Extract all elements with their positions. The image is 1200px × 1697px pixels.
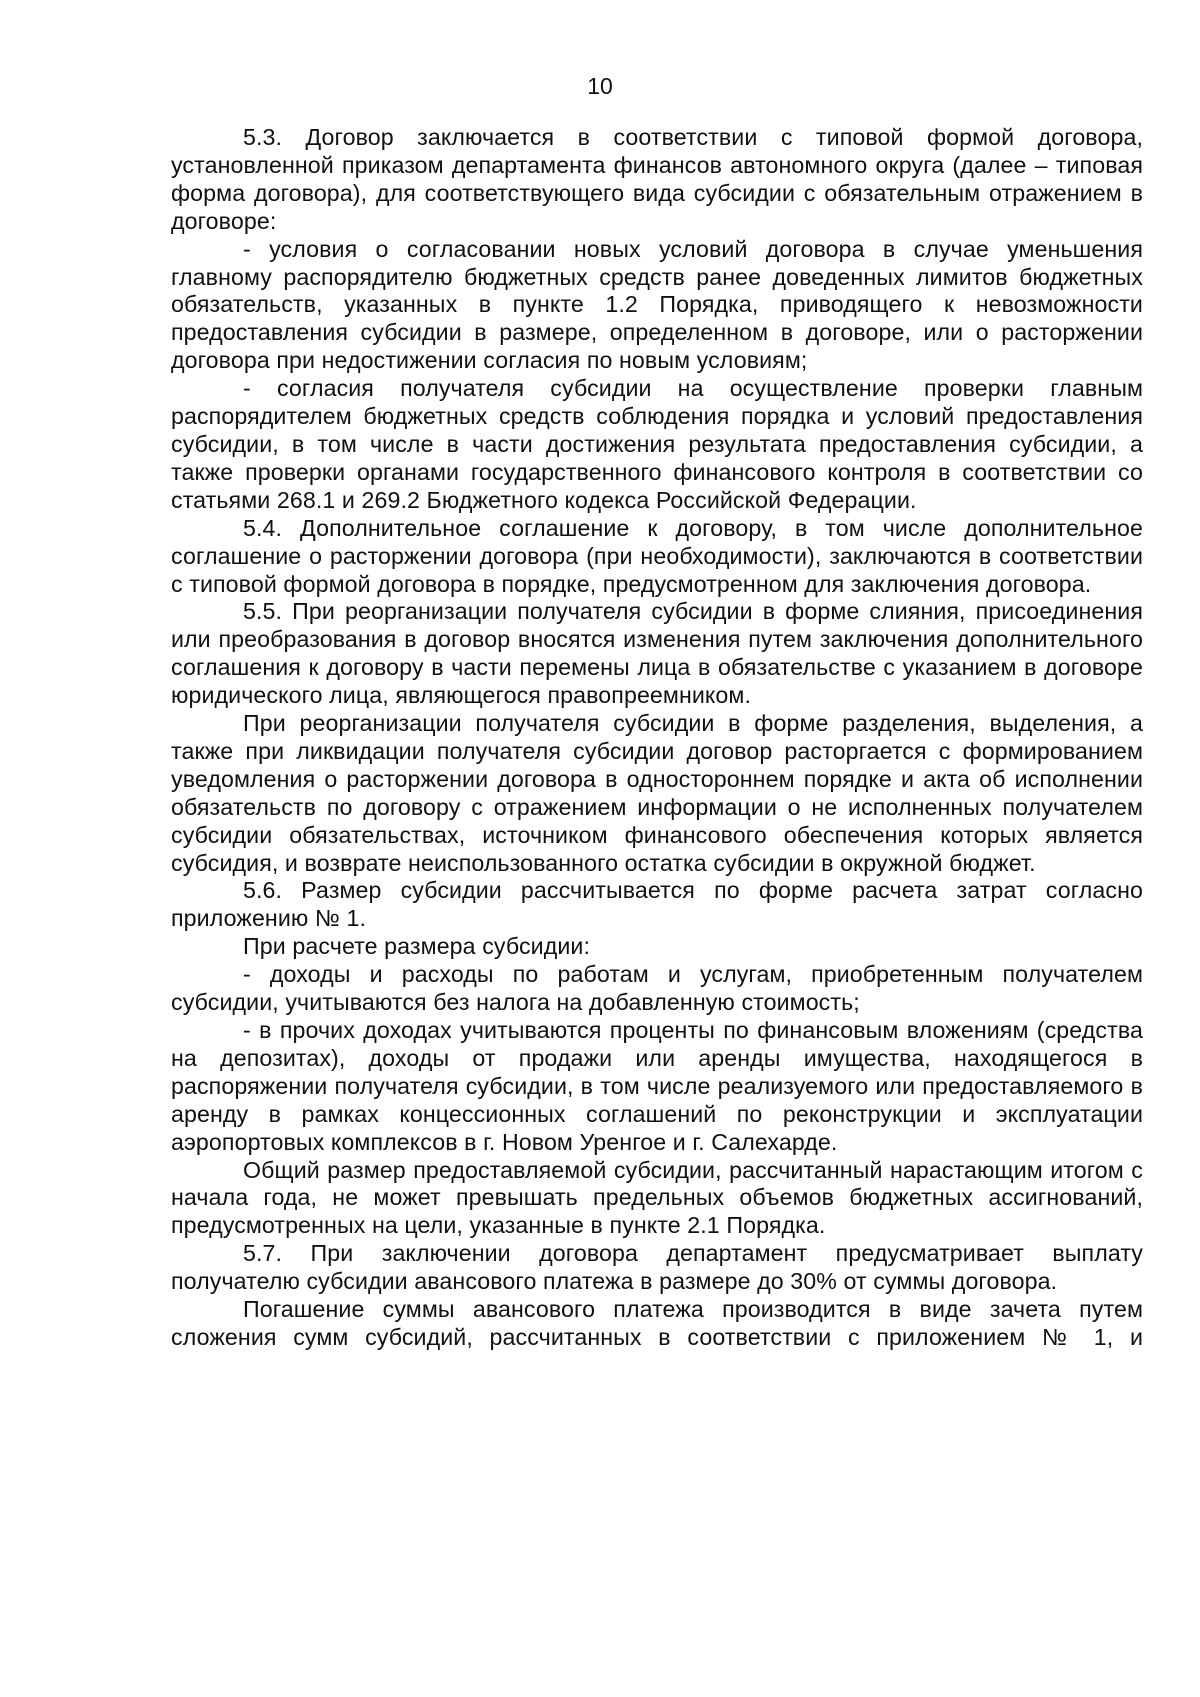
paragraph-calculation-intro: При расчете размера субсидии: bbox=[243, 933, 591, 960]
paragraph-5-5: 5.5. При реорганизации получателя субсидии в форме слияния, присоединения или преобразования в договор вносятся изменения путем заключения дополнительного соглашения к договору в части перемены лица в обязательстве с указанием в договоре юридического лица, являющегося правопреемником. bbox=[171, 598, 1143, 709]
list-item-consent: - согласия получателя субсидии на осуществление проверки главным распорядителем бюджетных средств соблюдения порядка и условий предоставления субсидии, в том числе в части достижения результата предоставления субсидии, а также проверки органами государственного финансового контроля в соответствии со статьями 268.1 и 269.2 Бюджетного кодекса Российской Федерации. bbox=[171, 375, 1143, 513]
paragraph-5-3: 5.3. Договор заключается в соответствии с типовой формой договора, установленной приказом департамента финансов автономного округа (далее – типовая форма договора), для соответствующего вида субсидии с обязательным отражением в договоре: bbox=[171, 124, 1143, 234]
paragraph-reorganization: При реорганизации получателя субсидии в форме разделения, выделения, а также при ликвидации получателя субсидии договор расторгается с формированием уведомления о расторжении договора в одностороннем порядке и акта об исполнении обязательств по договору с отражением информации о не исполненных получателем субсидии обязательствах, источником финансового обеспечения которых является субсидия, и возврате неиспользованного остатка субсидии в окружной бюджет. bbox=[171, 710, 1143, 876]
paragraph-5-7: 5.7. При заключении договора департамент предусматривает выплату получателю субсидии авансового платежа в размере до 30% от суммы договора. bbox=[171, 1240, 1143, 1295]
list-item-income-expenses: - доходы и расходы по работам и услугам, приобретенным получателем субсидии, учитываются без налога на добавленную стоимость; bbox=[171, 961, 1143, 1016]
paragraph-5-6: 5.6. Размер субсидии рассчитывается по форме расчета затрат согласно приложению № 1. bbox=[171, 877, 1143, 932]
list-item-conditions: - условия о согласовании новых условий договора в случае уменьшения главному распорядителю бюджетных средств ранее доведенных лимитов бюджетных обязательств, указанных в пункте 1.2 Порядка, приводящего к невозможности предоставления субсидии в размере, определенном в договоре, или о расторжении договора при недостижении согласия по новым условиям; bbox=[171, 235, 1143, 374]
paragraph-advance-repayment: Погашение суммы авансового платежа производится в виде зачета путем сложения сумм субсидий, рассчитанных в соответствии с приложением № 1, и bbox=[171, 1296, 1143, 1350]
paragraph-5-4: 5.4. Дополнительное соглашение к договору, в том числе дополнительное соглашение о расторжении договора (при необходимости), заключаются в соответствии с типовой формой договора в порядке, предусмотренном для заключения договора. bbox=[171, 514, 1143, 597]
page-number: 10 bbox=[587, 73, 613, 99]
paragraph-total-subsidy: Общий размер предоставляемой субсидии, рассчитанный нарастающим итогом с начала года, не может превышать предельных объемов бюджетных ассигнований, предусмотренных на цели, указанные в пункте 2.1 Порядка. bbox=[171, 1156, 1143, 1239]
document-body bbox=[171, 124, 1143, 1352]
list-item-other-income: - в прочих доходах учитываются проценты по финансовым вложениям (средства на депозитах), доходы от продажи или аренды имущества, находящегося в распоряжении получателя субсидии, в том числе реализуемого или предоставляемого в аренду в рамках концессионных соглашений по реконструкции и эксплуатации аэропортовых комплексов в г. Новом Уренгое и г. Салехарде. bbox=[171, 1017, 1143, 1155]
